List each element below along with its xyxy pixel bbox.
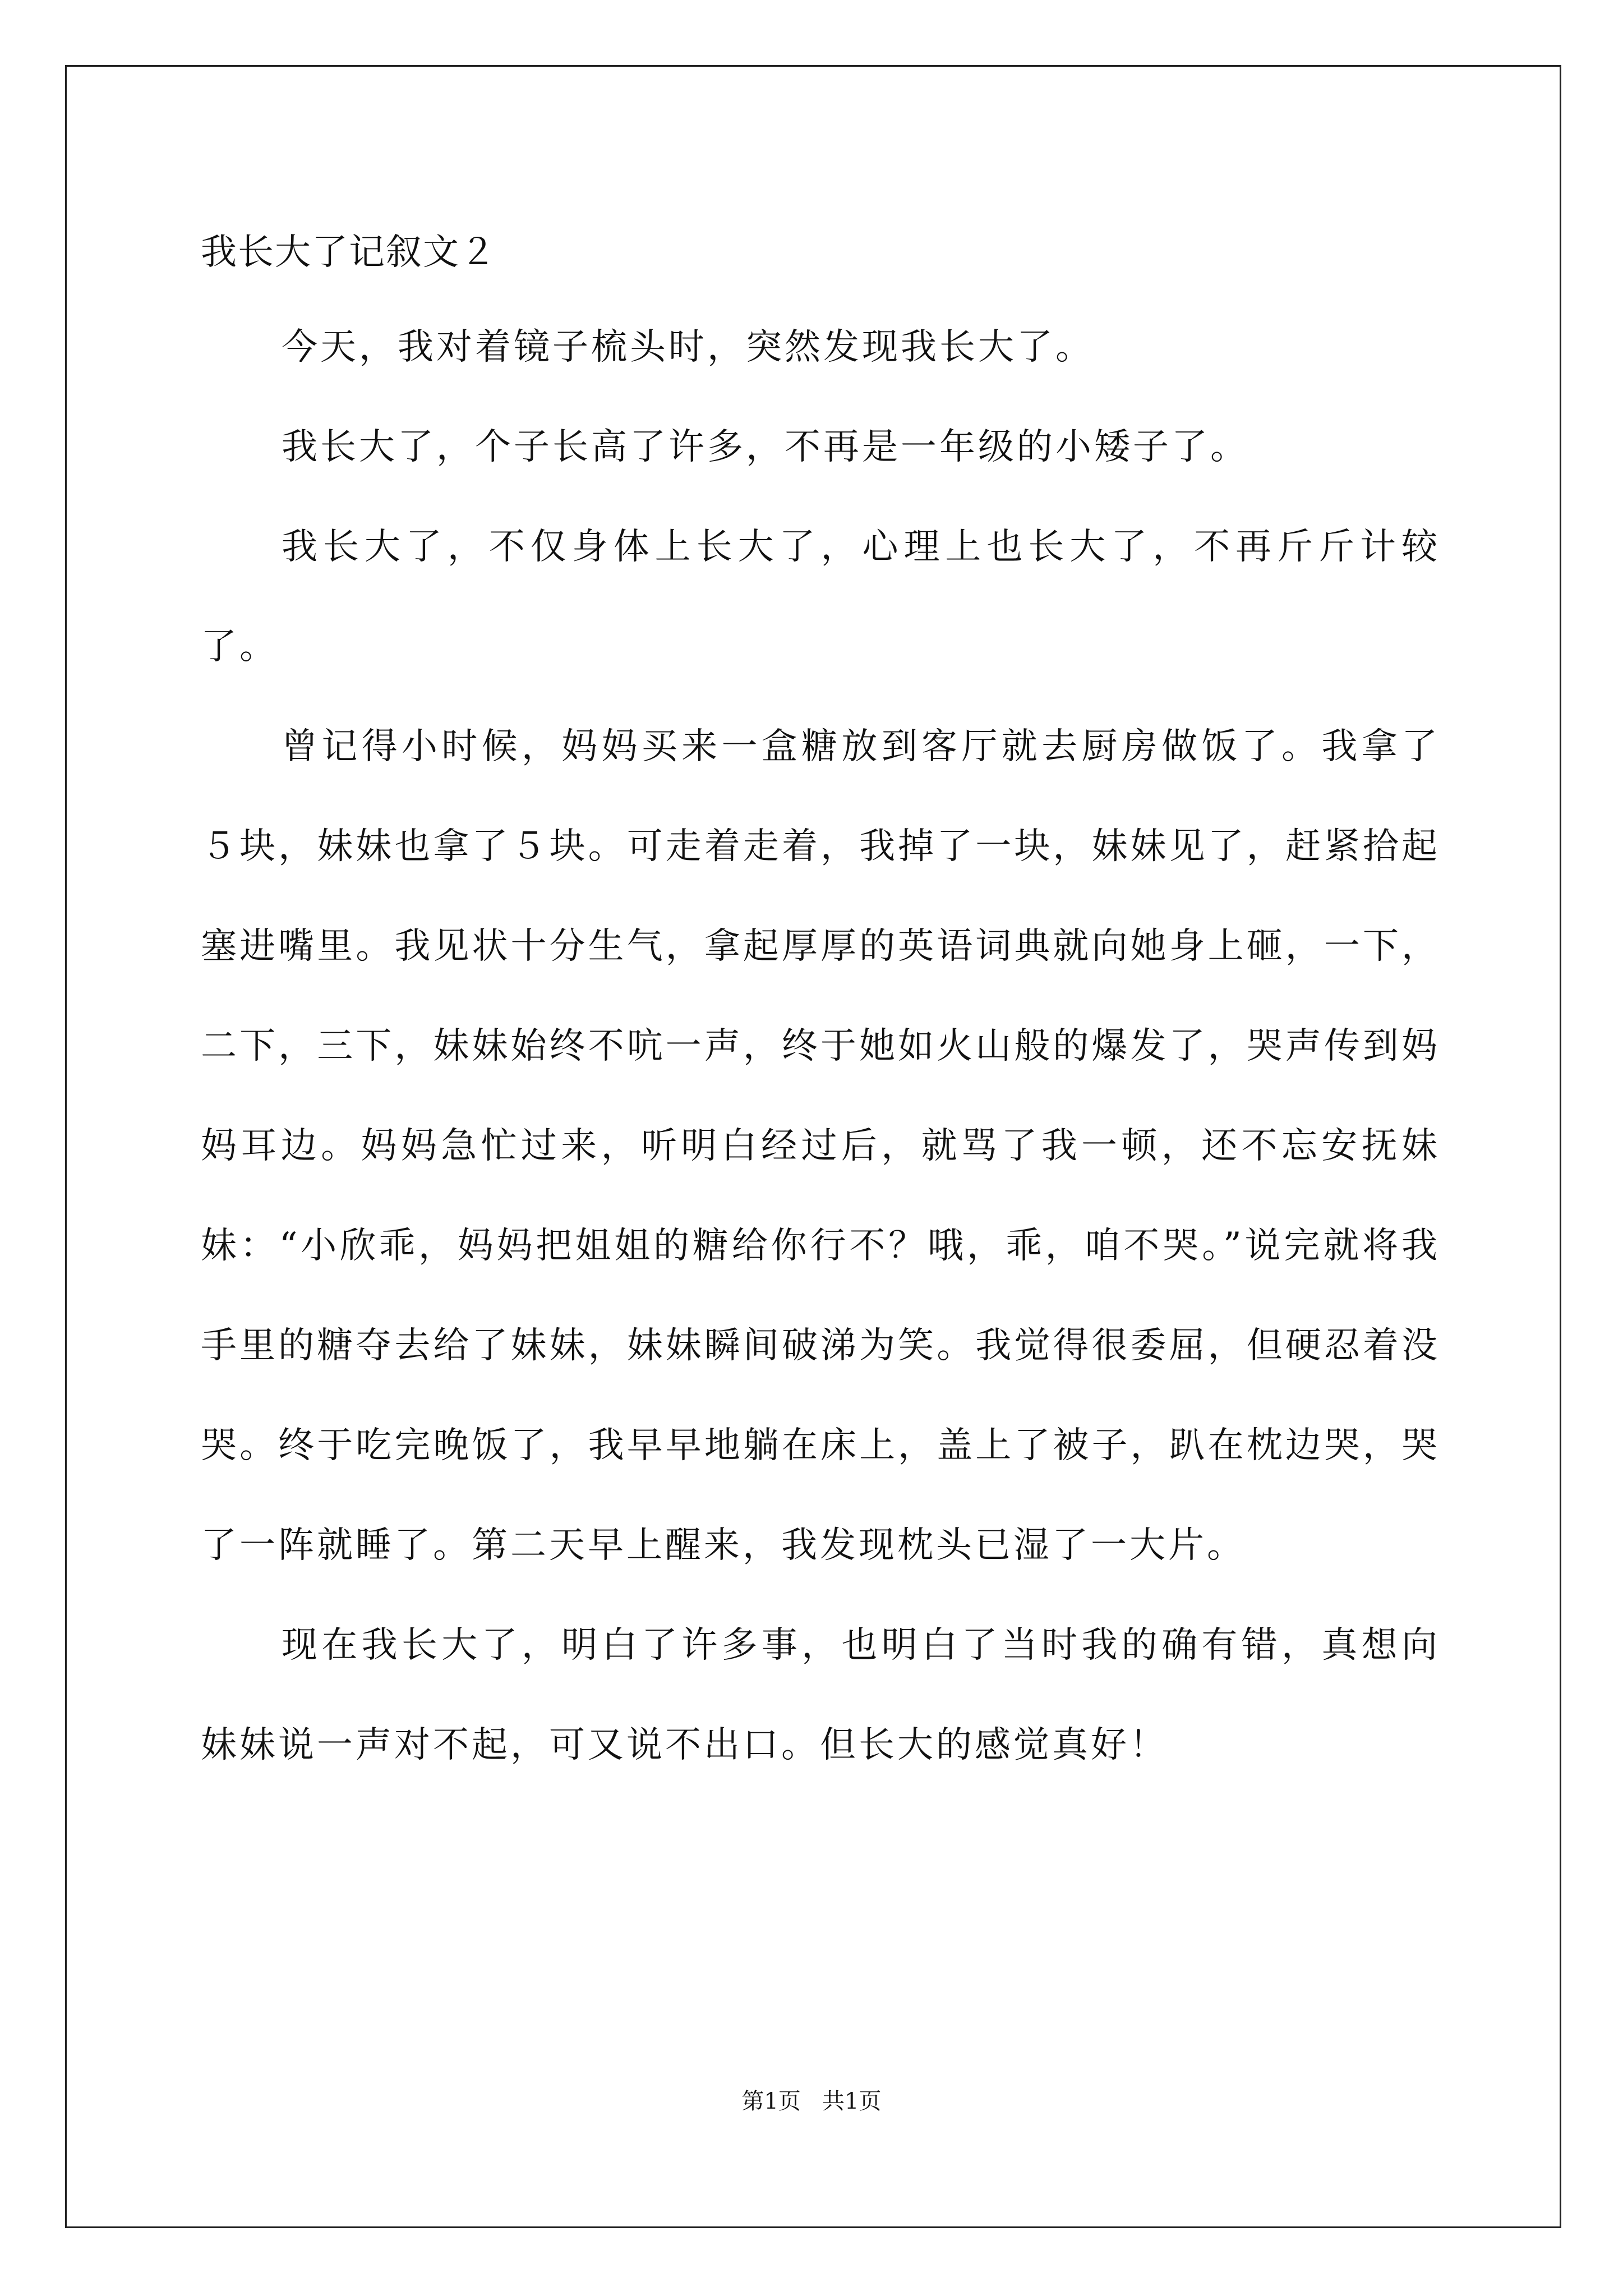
paragraph-2: 我长大了，个子长高了许多，不再是一年级的小矮子了。 — [282, 426, 1249, 468]
document-body — [201, 297, 1440, 1795]
document-title: 我长大了记叙文２ — [201, 232, 497, 273]
paragraph-4: 曾记得小时候，妈妈买来一盒糖放到客厅就去厨房做饭了。我拿了５块，妹妹也拿了５块。可走着走着，我掉了一块，妹妹见了，赶紧拾起塞进嘴里。我见状十分生气，拿起厚厚的英语词典就向她身上砸，一下，二下，三下，妹妹始终不吭一声，终于她如火山般的爆发了，哭声传到妈妈耳边。妈妈急忙过来，听明白经过后，就骂了我一顿，还不忘安抚妹妹：“小欣乖，妈妈把姐姐的糖给你行不？哦，乖，咱不哭。”说完就将我手里的糖夺去给了妹妹，妹妹瞬间破涕为笑。我觉得很委屈，但硬忍着没哭。终于吃完晚饭了，我早早地躺在床上，盖上了被子，趴在枕边哭，哭了一阵就睡了。第二天早上醒来，我发现枕头已湿了一大片。 — [201, 726, 1440, 1566]
paragraph-5: 现在我长大了，明白了许多事，也明白了当时我的确有错，真想向妹妹说一声对不起，可又说不出口。但长大的感觉真好！ — [201, 1625, 1440, 1766]
paragraph-3: 我长大了，不仅身体上长大了，心理上也长大了，不再斤斤计较了。 — [201, 526, 1440, 668]
page-footer: 第1页 共1页 — [741, 2088, 882, 2114]
paragraph-1: 今天，我对着镜子梳头时，突然发现我长大了。 — [282, 326, 1094, 368]
